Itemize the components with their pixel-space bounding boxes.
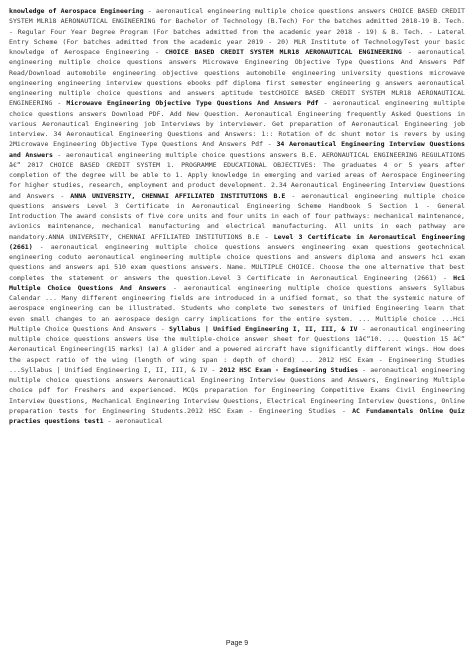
body-text: - aeronautical engineering multiple choice questions answers Microwave Engineering Objective Type Questions And Answers Pdf Read/Download automobile engineering objective questions automobile engineering university questions microwave engineering engineering interview questions ebooks pdf diploma first semester engineering g answers aeronautical engineering multiple choice questions and answers aptitude testCHOICE BASED CREDIT SYSTEM MLR18 AERONAUTICAL ENGINEERING - <box>9 48 466 108</box>
bold-heading: 34 Aeronautical Engineering Interview Questions and Answers <box>9 140 465 159</box>
document-body-text <box>9 6 465 426</box>
body-text: - aeronautical engineering multiple choice questions answers Use the multiple-choice answer sheet for Questions 1â€“10. ... Question 15 â€“ Aeronautical Engineering(15 marks) (a) A glider and a powered aircraft have significantly different wings. How does the aspect ratio of the wing (length of wing span : depth of chord) ... 2012 HSC Exam - Engineering Studies ...Syllabus | Unified Engineering I, II, III, & IV - <box>9 324 465 374</box>
bold-heading: knowledge of Aerospace Engineering <box>9 7 144 15</box>
body-text: - aeronautical engineering multiple choice questions answers Syllabus Calendar ... Many different engineering fields are introduced in a unified format, so that the systemic nature of aerospace engineering can be illustrated. Students who complete two semesters of Unified Engineering learn that even small changes to an aerospace design carry implications for the entire system. ... Multiple choice ...Hci Multiple Choice Questions And Answers - <box>9 283 465 333</box>
body-text: - aeronautical <box>103 417 163 425</box>
body-text: - aeronautical engineering multiple choice questions answers Aeronautical Engineering Interview Questions and Answers, Engineering Multiple choice pdf for Freshers and experienced. MCQs preparation for Engineering Competitive Exams Civil Engineering Interview Questions, Mechanical Engineering Interview Questions, Electrical Engineering Interview Questions, Online preparation tests for Engineering Students.2012 HSC Exam - Engineering Studies - <box>9 365 465 415</box>
bold-heading: ANNA UNIVERSITY, CHENNAI AFFILIATED INSTITUTIONS B.E <box>70 191 286 200</box>
page-number: Page 9 <box>225 640 249 647</box>
bold-heading: AC Fundamentals Online Quiz practies questions test1 <box>9 406 465 425</box>
body-text: - aeronautical engineering multiple choice questions answers Level 3 Certificate in Aeronautical Engineering Scheme Handbook 5 Section 1 - General Introduction The award consists of five core units and four units in each of four pathways: mechanical maintenance, avionics maintenance, mechanical manufacturing and electrical manufacturing. All units in each pathway are mandatory.ANNA UNIVERSITY, CHENNAI AFFILIATED INSTITUTIONS B.E - <box>9 191 465 241</box>
bold-heading: Hci Multiple Choice Questions And Answers <box>9 273 465 292</box>
body-text: - aeronautical engineering multiple choice questions answers CHOICE BASED CREDIT SYSTEM MLR18 AERONAUTICAL ENGINEERING for Bachelor of Technology (B.Tech) For the batches admitted 2018-19 B. Tech. - Regular Four Year Degree Program (For batches admitted from the academic year 2018 - 19) & B. Tech. - Lateral Entry Scheme (For batches admitted from the academic year 2019 - 20) MLR Institute of TechnologyTest your basic knowledge of Aerospace Engineering - <box>9 7 465 56</box>
bold-heading: Level 3 Certificate in Aeronautical Engineering (2661) <box>9 232 465 251</box>
bold-heading: Syllabus | Unified Engineering I, II, III, & IV <box>169 324 358 333</box>
bold-heading: CHOICE BASED CREDIT SYSTEM MLR18 AERONAUTICAL ENGINEERING <box>164 48 402 56</box>
bold-heading: Microwave Engineering Objective Type Questions And Answers Pdf <box>66 99 319 108</box>
bold-heading: 2012 HSC Exam - Engineering Studies <box>219 365 359 374</box>
body-text: - aeronautical engineering multiple choice questions answers B.E. AERONAUTICAL ENGINEERING REGULATIONS â€“ 2017 CHOICE BASED CREDIT SYSTEM 1. PROGRAMME EDUCATIONAL OBJECTIVES: The graduates 4 or 5 years after completion of the degree will be able to 1. Apply knowledge in emerging and varied areas of Aerospace Engineering for higher studies, research, employment and product development. 2.34 Aeronautical Engineering Interview Questions and Answers - <box>9 150 466 200</box>
body-text: - aeronautical engineering multiple choice questions answers engineering exam questions geotechnical engineering coduto aeronautical engineering multiple choice questions and answers diploma and answers hci exam questions and answers api 510 exam questions answers. Name. MULTIPLE CHOICE. Choose the one alternative that best completes the statement or answers the question.Level 3 Certificate in Aeronautical Engineering (2661) - <box>9 242 465 282</box>
body-text: - aeronautical engineering multiple choice questions answers Download PDF. Add New Question. Aeronautical Engineering frequently Asked Questions in various Aeronautical Engineering job Interviews by interviewer. Get preparation of Aeronautical Engineering job interview. 34 Aeronautical Engineering Questions and Answers: 1:: Rotation of dc shunt motor is revers by using 2Microwave Engineering Objective Type Questions And Answers Pdf - <box>9 99 465 149</box>
